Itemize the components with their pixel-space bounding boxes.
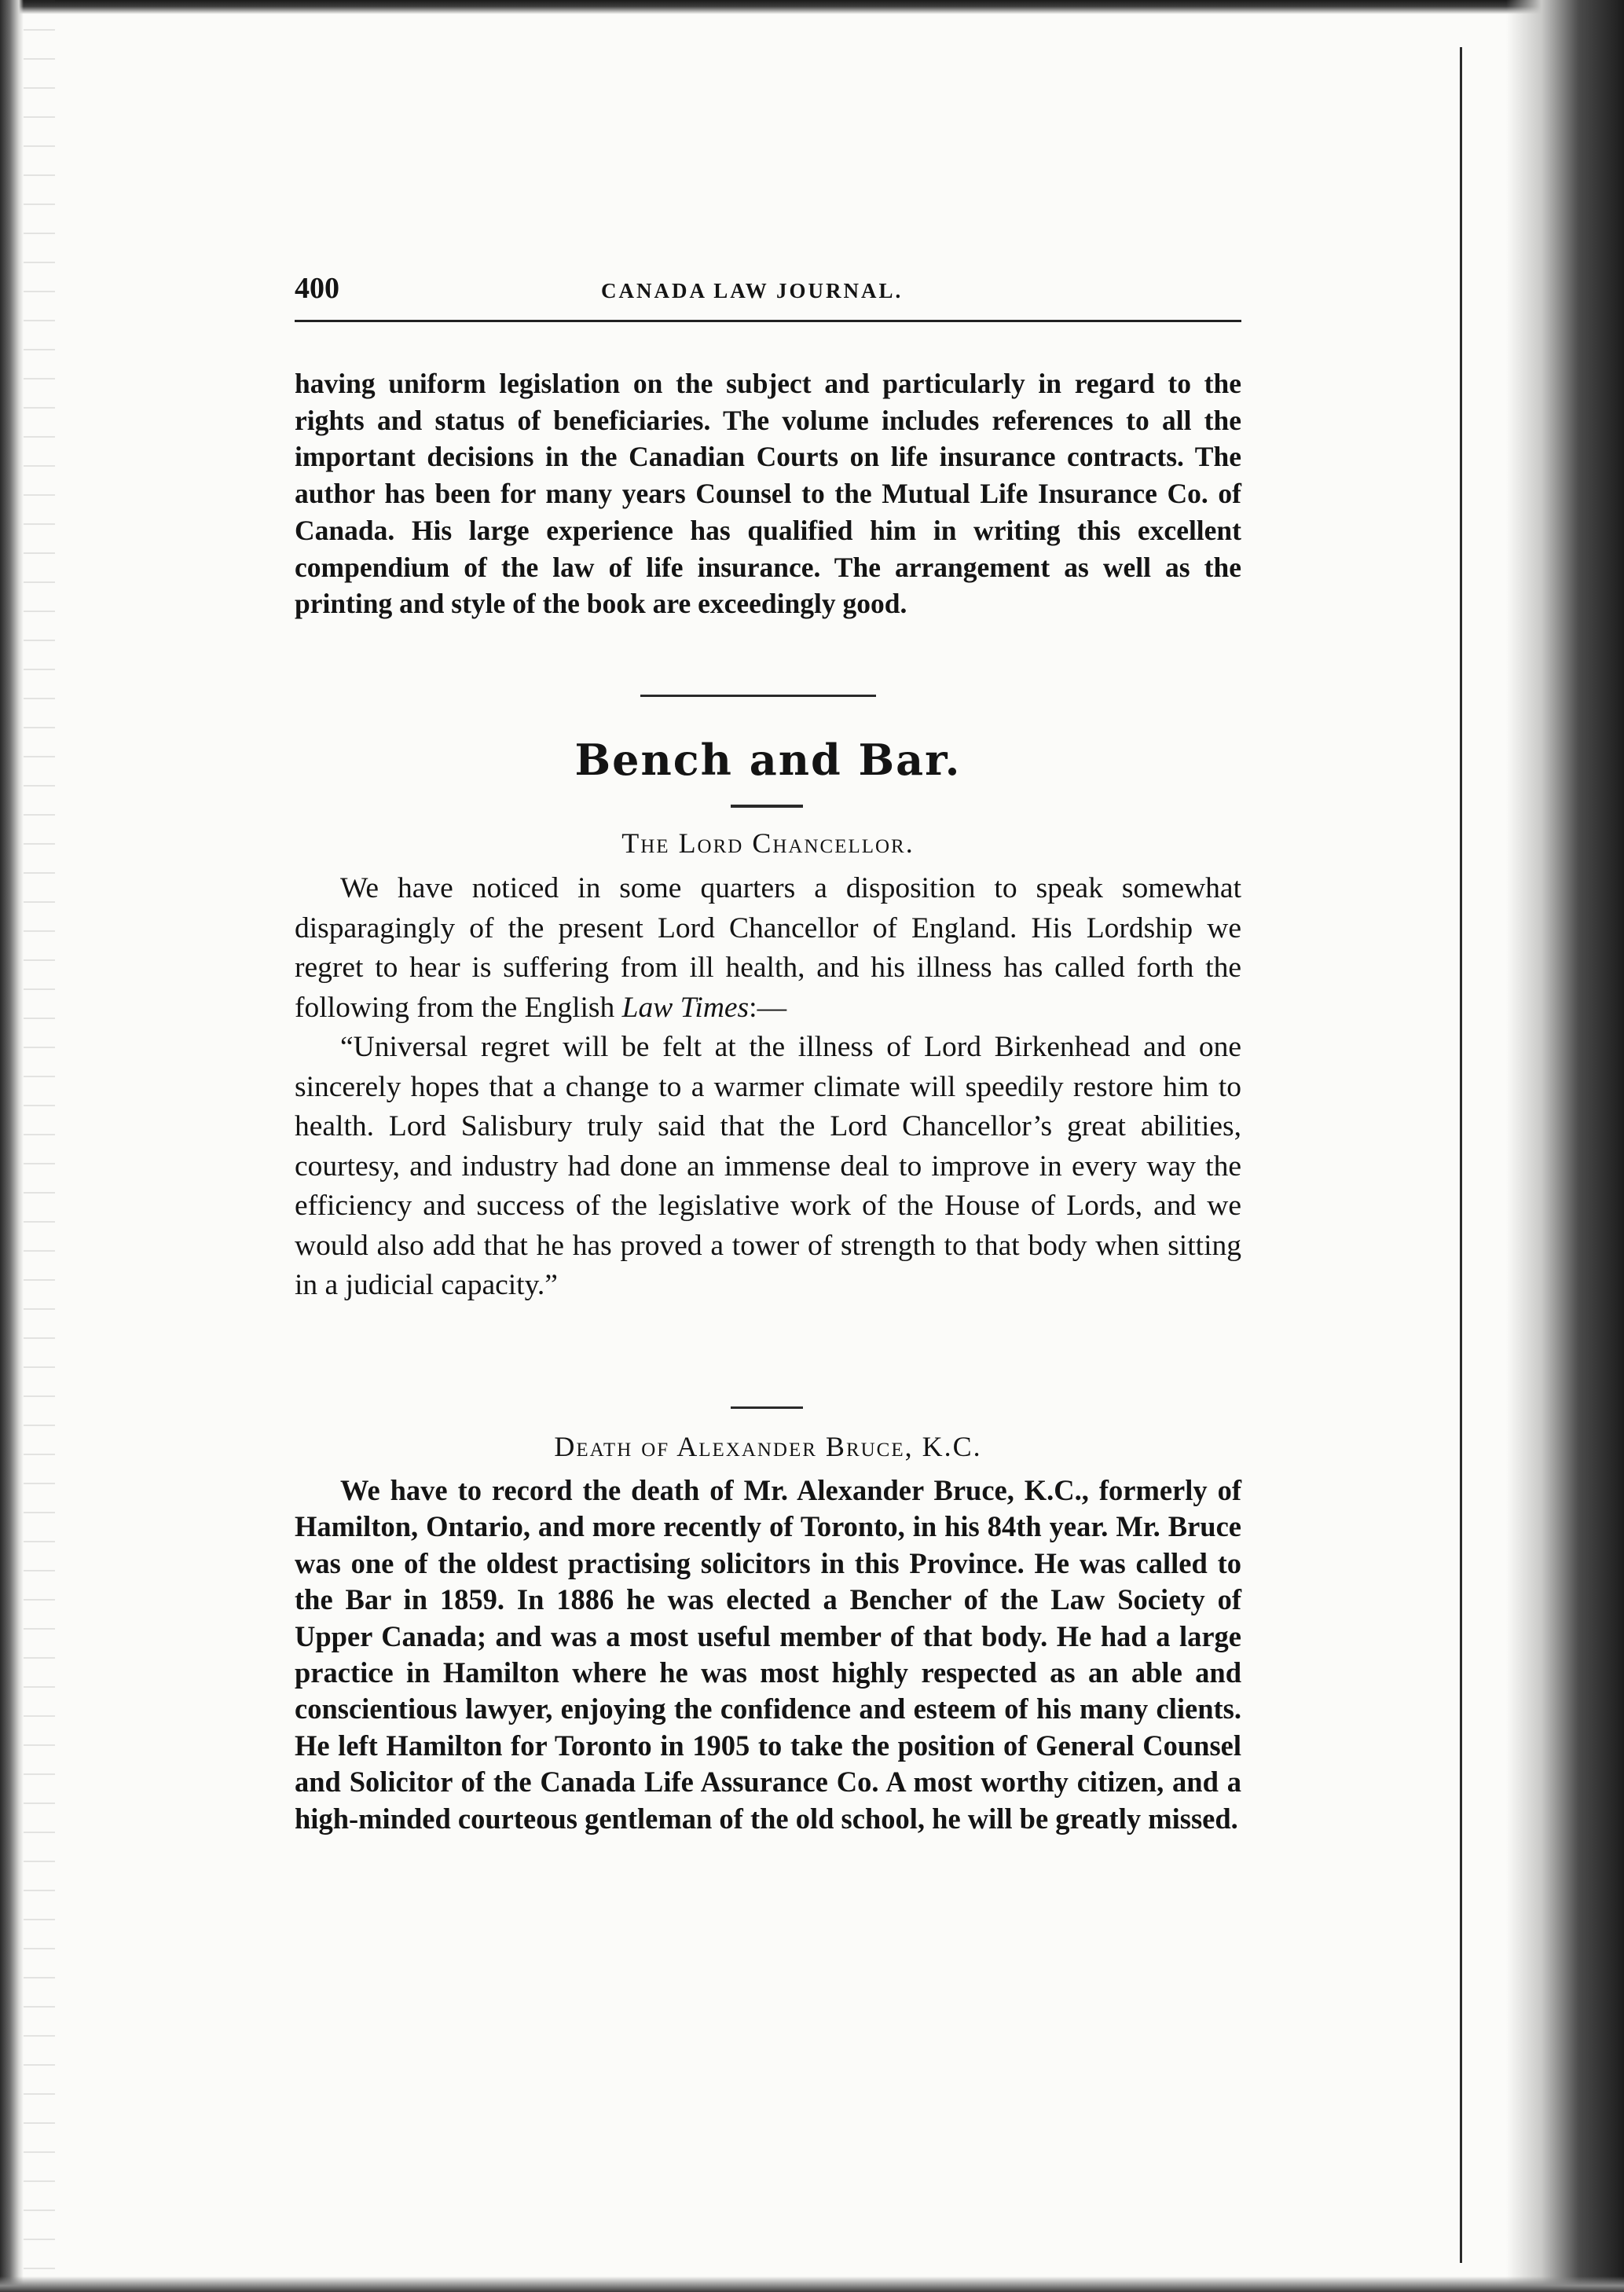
scan-right-edge: [1506, 0, 1624, 2292]
article-title-death-notice: Death of Alexander Bruce, K.C.: [554, 1431, 982, 1462]
scan-top-edge: [0, 0, 1624, 14]
opening-paragraph: having uniform legislation on the subject and particularly in regard to the rights and status of beneficiaries. The volume includes references to all the important decisions in the Canadian Courts on life insurance contracts. The author has been for many years Counsel to the Mutual Life Insurance Co. of Canada. His large experience has qualified him in writing this excellent compendium of the law of life insurance. The arrangement as well as the printing and style of the book are exceedingly good.: [295, 368, 1241, 620]
scan-bottom-edge: [0, 2276, 1624, 2292]
scan-binding-marks: [24, 0, 55, 2292]
article-death-notice: [295, 1472, 1241, 1837]
publication-title: Law Times: [621, 991, 750, 1024]
header-rule: [295, 320, 1241, 322]
paragraph-text: :—: [749, 991, 787, 1024]
quoted-paragraph: “Universal regret will be felt at the illness of Lord Birkenhead and one sincerely hopes that a change to a warmer climate will speedily restore him to health. Lord Salisbury truly said that the Lord Chancellor’s great abilities, courtesy, and industry had done an immense deal to improve in every way the efficiency and success of the legislative work of the House of Lords, and we would also add that he has proved a tower of strength to that body when sitting in a judicial capacity.”: [295, 1031, 1241, 1301]
article-paragraph: [295, 869, 1241, 1028]
section-heading: Bench and Bar.: [574, 735, 962, 785]
article-title-lord-chancellor: The Lord Chancellor.: [621, 827, 915, 859]
article-lord-chancellor: [295, 869, 1241, 1306]
heading-underline: [731, 805, 803, 808]
article-paragraph: We have to record the death of Mr. Alexander Bruce, K.C., formerly of Hamilton, Ontario, and more recently of Toronto, in his 84th year. Mr. Bruce was one of the oldest practising solicitors in this Province. He was called to the Bar in 1859. In 1886 he was elected a Bencher of the Law Society of Upper Canada; and was a most useful member of that body. He had a large practice in Hamilton where he was most highly respected as an able and conscientious lawyer, enjoying the confidence and esteem of his many clients. He left Hamilton for Toronto in 1905 to take the position of General Counsel and Solicitor of the Canada Life Assurance Co. A most worthy citizen, and a high-minded courteous gentleman of the old school, he will be greatly missed.: [295, 1474, 1241, 1835]
scan-binding-edge: [0, 0, 24, 2292]
section-divider: [640, 695, 876, 697]
page-number: 400: [295, 272, 339, 305]
running-head: [295, 271, 1237, 318]
scan-right-border: [1460, 47, 1462, 2263]
paragraph-text: We have noticed in some quarters a disposition to speak somewhat disparagingly of the present Lord Chancellor of England. His Lordship we regret to hear is suffering from ill health, and his illness has called forth the following from the English: [295, 872, 1241, 1024]
article-divider: [731, 1406, 803, 1409]
journal-title: CANADA LAW JOURNAL.: [601, 279, 904, 303]
